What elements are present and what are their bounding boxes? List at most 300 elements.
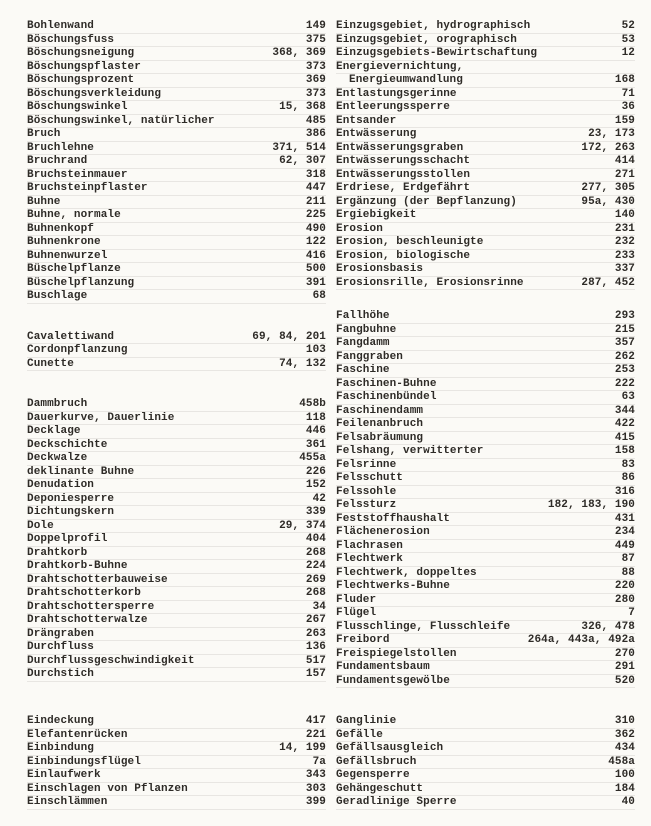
entry-pages: 122 xyxy=(305,236,326,248)
entry-term: Eindeckung xyxy=(27,715,95,728)
entry-term: Durchstich xyxy=(27,668,95,680)
index-entry xyxy=(336,486,635,500)
entry-pages: 7 xyxy=(628,607,635,620)
entry-term: Einlaufwerk xyxy=(27,769,101,782)
entry-pages: 158 xyxy=(614,445,635,458)
entry-pages: 103 xyxy=(305,344,326,356)
entry-term: Böschungsneigung xyxy=(27,47,135,59)
entry-pages: 226 xyxy=(305,465,326,478)
index-entry xyxy=(336,621,635,635)
entry-pages: 417 xyxy=(305,715,326,728)
entry-pages: 344 xyxy=(614,404,635,417)
entry-pages: 316 xyxy=(614,485,635,498)
index-entry xyxy=(336,128,635,142)
entry-term: Bruchlehne xyxy=(27,141,95,154)
entry-pages: 414 xyxy=(614,155,635,167)
entry-term: Durchfluss xyxy=(27,641,95,653)
index-entry xyxy=(336,155,635,169)
entry-pages: 232 xyxy=(614,236,635,248)
entry-term: Felsabräumung xyxy=(336,431,424,444)
index-entry xyxy=(27,506,326,520)
index-entry xyxy=(336,142,635,156)
entry-term: Ganglinie xyxy=(336,715,397,728)
index-entry xyxy=(27,101,326,115)
entry-pages: 86 xyxy=(621,472,635,485)
entry-pages: 262 xyxy=(614,350,635,363)
entry-pages: 157 xyxy=(305,668,326,680)
index-entry xyxy=(27,155,326,169)
index-entry xyxy=(336,182,635,196)
entry-term: Fundamentsgewölbe xyxy=(336,674,450,687)
entry-pages: 23, 173 xyxy=(588,128,635,140)
entry-pages: 449 xyxy=(614,539,635,552)
index-group-g xyxy=(336,715,635,810)
entry-term: Drängraben xyxy=(27,627,95,640)
index-entry xyxy=(27,742,326,756)
index-column-left xyxy=(27,20,326,810)
index-entry xyxy=(336,540,635,554)
index-entry xyxy=(27,479,326,493)
index-entry xyxy=(27,560,326,574)
index-entry xyxy=(27,439,326,453)
index-entry xyxy=(336,472,635,486)
entry-pages: 368, 369 xyxy=(272,47,326,59)
index-entry xyxy=(27,729,326,743)
index-entry xyxy=(336,648,635,662)
entry-pages: 225 xyxy=(305,209,326,221)
entry-term: Gegensperre xyxy=(336,769,410,782)
entry-term: Faschinenbündel xyxy=(336,391,437,404)
index-entry xyxy=(336,553,635,567)
entry-term: Durchflussgeschwindigkeit xyxy=(27,654,195,667)
entry-pages: 63 xyxy=(621,391,635,404)
entry-term: Faschinen-Buhne xyxy=(336,377,437,390)
entry-pages: 357 xyxy=(614,337,635,350)
index-entry xyxy=(27,20,326,34)
entry-term: Faschinendamm xyxy=(336,404,424,417)
entry-pages: 87 xyxy=(621,553,635,566)
entry-pages: 42 xyxy=(312,492,326,505)
entry-term: Dauerkurve, Dauerlinie xyxy=(27,411,175,424)
entry-pages: 291 xyxy=(614,661,635,674)
entry-term: Drahtschottersperre xyxy=(27,600,155,613)
index-entry xyxy=(27,533,326,547)
entry-pages: 373 xyxy=(305,87,326,100)
entry-pages: 69, 84, 201 xyxy=(252,330,326,343)
entry-pages: 280 xyxy=(614,593,635,606)
entry-pages: 458b xyxy=(299,398,326,410)
entry-term: Entwässerungsschacht xyxy=(336,155,471,167)
entry-term: Buhnenwurzel xyxy=(27,249,108,262)
entry-pages: 268 xyxy=(305,587,326,599)
entry-pages: 184 xyxy=(614,782,635,795)
entry-term: Buschlage xyxy=(27,290,88,302)
entry-pages: 434 xyxy=(614,742,635,755)
index-entry xyxy=(336,796,635,810)
entry-pages: 12 xyxy=(621,47,635,59)
index-entry xyxy=(336,607,635,621)
entry-term: Bruchsteinpflaster xyxy=(27,182,148,194)
index-entry xyxy=(27,425,326,439)
entry-term: Flügel xyxy=(336,607,377,620)
index-entry xyxy=(27,796,326,810)
entry-term: Deckwalze xyxy=(27,452,88,464)
index-entry xyxy=(336,223,635,237)
index-entry xyxy=(336,378,635,392)
index-entry xyxy=(336,74,635,88)
entry-pages: 68 xyxy=(312,290,326,302)
index-entry xyxy=(336,88,635,102)
entry-pages: 371, 514 xyxy=(272,141,326,154)
entry-pages: 268 xyxy=(305,546,326,559)
entry-pages: 221 xyxy=(305,728,326,741)
index-entry xyxy=(27,358,326,372)
entry-pages: 95a, 430 xyxy=(581,195,635,208)
index-entry xyxy=(27,196,326,210)
entry-term: Entwässerung xyxy=(336,128,417,140)
index-entry xyxy=(336,364,635,378)
index-entry xyxy=(27,47,326,61)
index-entry xyxy=(27,182,326,196)
entry-pages: 159 xyxy=(614,114,635,127)
entry-term: Erosionsbasis xyxy=(336,263,424,275)
index-entry xyxy=(27,614,326,628)
index-entry xyxy=(27,520,326,534)
entry-term: Entlastungsgerinne xyxy=(336,87,457,100)
entry-term: Bruchrand xyxy=(27,155,88,167)
index-entry xyxy=(336,169,635,183)
entry-pages: 318 xyxy=(305,168,326,181)
index-entry xyxy=(336,47,635,61)
entry-term: Entsander xyxy=(336,114,397,127)
entry-term: Büschelpflanze xyxy=(27,263,121,275)
index-entry xyxy=(336,661,635,675)
index-entry xyxy=(336,209,635,223)
entry-term: Erosion, beschleunigte xyxy=(336,236,484,248)
entry-term: Ergänzung (der Bepflanzung) xyxy=(336,195,517,208)
entry-term: Gefällsbruch xyxy=(336,755,417,768)
index-entry xyxy=(336,250,635,264)
index-entry xyxy=(27,783,326,797)
index-entry xyxy=(27,169,326,183)
entry-term: Fundamentsbaum xyxy=(336,661,430,674)
entry-pages: 267 xyxy=(305,614,326,626)
index-entry xyxy=(336,715,635,729)
entry-term: Decklage xyxy=(27,425,81,437)
entry-pages: 303 xyxy=(305,782,326,795)
index-entry xyxy=(336,513,635,527)
entry-pages: 270 xyxy=(614,647,635,660)
entry-pages: 369 xyxy=(305,74,326,86)
entry-term: Doppelprofil xyxy=(27,533,108,545)
entry-term: Böschungswinkel, natürlicher xyxy=(27,114,215,127)
entry-pages: 431 xyxy=(614,512,635,525)
entry-pages: 446 xyxy=(305,425,326,437)
entry-term: Felsrinne xyxy=(336,458,397,471)
entry-pages: 455a xyxy=(299,452,326,464)
index-columns xyxy=(27,20,635,810)
index-entry xyxy=(27,61,326,75)
entry-term: Deckschichte xyxy=(27,438,108,451)
entry-term: Büschelpflanzung xyxy=(27,276,135,289)
entry-term: Elefantenrücken xyxy=(27,728,128,741)
entry-term: Böschungswinkel xyxy=(27,101,128,113)
index-entry xyxy=(27,628,326,642)
entry-pages: 485 xyxy=(305,114,326,127)
entry-term: Fluder xyxy=(336,593,377,606)
index-entry xyxy=(336,499,635,513)
index-entry xyxy=(336,756,635,770)
entry-pages: 71 xyxy=(621,87,635,100)
index-entry xyxy=(336,729,635,743)
entry-term: Faschine xyxy=(336,364,390,377)
index-entry xyxy=(27,412,326,426)
index-entry xyxy=(27,236,326,250)
entry-pages: 172, 263 xyxy=(581,141,635,154)
entry-term: Einzugsgebiet, hydrographisch xyxy=(336,20,531,32)
index-entry xyxy=(336,61,635,75)
entry-pages: 118 xyxy=(305,411,326,424)
entry-pages: 36 xyxy=(621,101,635,113)
index-entry xyxy=(336,263,635,277)
entry-term: Felsschutt xyxy=(336,472,404,485)
entry-term: Cunette xyxy=(27,357,74,370)
entry-pages: 52 xyxy=(621,20,635,32)
index-entry xyxy=(27,331,326,345)
entry-term: Entwässerungsgraben xyxy=(336,141,464,154)
entry-term: Fangbuhne xyxy=(336,323,397,336)
entry-pages: 287, 452 xyxy=(581,276,635,289)
entry-term: Denudation xyxy=(27,479,95,491)
index-entry xyxy=(336,236,635,250)
entry-term: Feststoffhaushalt xyxy=(336,512,450,525)
entry-term: Ergiebigkeit xyxy=(336,209,417,221)
entry-term: Gehängeschutt xyxy=(336,782,424,795)
entry-pages: 100 xyxy=(614,769,635,782)
entry-term: Bruch xyxy=(27,128,61,140)
entry-term: Flächenerosion xyxy=(336,526,430,539)
entry-pages: 415 xyxy=(614,431,635,444)
entry-term: Freispiegelstollen xyxy=(336,647,457,660)
entry-pages: 149 xyxy=(305,20,326,32)
entry-pages: 391 xyxy=(305,276,326,289)
entry-pages: 293 xyxy=(614,310,635,323)
entry-term: Dole xyxy=(27,519,54,532)
index-entry xyxy=(336,783,635,797)
entry-term: Feilenanbruch xyxy=(336,418,424,431)
entry-term: Drahtschotterbauweise xyxy=(27,573,168,586)
entry-term: Freibord xyxy=(336,634,390,647)
entry-term: Fanggraben xyxy=(336,350,404,363)
entry-term: Böschungsprozent xyxy=(27,74,135,86)
entry-term: Dichtungskern xyxy=(27,506,115,518)
entry-term: Buhnenkrone xyxy=(27,236,101,248)
entry-pages: 264a, 443a, 492a xyxy=(527,634,635,647)
entry-pages: 458a xyxy=(608,755,635,768)
index-entry xyxy=(336,418,635,432)
index-entry xyxy=(336,101,635,115)
index-entry xyxy=(336,567,635,581)
index-entry xyxy=(27,250,326,264)
entry-term: Erosion, biologische xyxy=(336,249,471,262)
index-entry xyxy=(336,196,635,210)
index-entry xyxy=(27,466,326,480)
index-entry xyxy=(336,742,635,756)
index-entry xyxy=(336,34,635,48)
entry-pages: 7a xyxy=(312,755,326,768)
index-entry xyxy=(27,493,326,507)
index-entry xyxy=(336,115,635,129)
entry-pages: 234 xyxy=(614,526,635,539)
index-entry xyxy=(27,769,326,783)
entry-pages: 233 xyxy=(614,249,635,262)
entry-term: Energievernichtung, xyxy=(336,60,464,73)
index-group-c xyxy=(27,331,326,372)
entry-pages: 404 xyxy=(305,533,326,545)
entry-pages: 399 xyxy=(305,796,326,809)
entry-pages: 386 xyxy=(305,128,326,140)
entry-term: Erosionsrille, Erosionsrinne xyxy=(336,276,524,289)
entry-term: Einbindungsflügel xyxy=(27,755,141,768)
entry-term: Einzugsgebiets-Bewirtschaftung xyxy=(336,47,538,59)
index-entry xyxy=(27,655,326,669)
index-column-right xyxy=(336,20,635,810)
entry-pages: 136 xyxy=(305,641,326,653)
entry-pages: 500 xyxy=(305,263,326,275)
entry-pages: 88 xyxy=(621,566,635,579)
index-entry xyxy=(336,675,635,689)
entry-pages: 220 xyxy=(614,580,635,593)
entry-term: Fallhöhe xyxy=(336,310,390,323)
entry-pages: 343 xyxy=(305,769,326,782)
index-entry xyxy=(336,634,635,648)
entry-pages: 215 xyxy=(614,323,635,336)
index-entry xyxy=(336,351,635,365)
entry-pages: 231 xyxy=(614,222,635,235)
index-entry xyxy=(336,459,635,473)
entry-pages: 14, 199 xyxy=(279,742,326,755)
index-entry xyxy=(27,452,326,466)
entry-pages: 62, 307 xyxy=(279,155,326,167)
index-entry xyxy=(336,405,635,419)
entry-pages: 140 xyxy=(614,209,635,221)
entry-pages: 152 xyxy=(305,479,326,491)
entry-pages: 34 xyxy=(312,600,326,613)
index-entry xyxy=(336,769,635,783)
index-entry xyxy=(27,668,326,682)
entry-term: Einschlämmen xyxy=(27,796,108,809)
entry-term: Entwässerungsstollen xyxy=(336,168,471,181)
entry-pages: 375 xyxy=(305,33,326,46)
index-entry xyxy=(27,641,326,655)
entry-pages: 337 xyxy=(614,263,635,275)
index-entry xyxy=(27,574,326,588)
entry-pages: 277, 305 xyxy=(581,182,635,194)
entry-pages: 517 xyxy=(305,654,326,667)
entry-term: Felshang, verwitterter xyxy=(336,445,484,458)
index-entry xyxy=(336,277,635,291)
entry-term: Drahtschotterkorb xyxy=(27,587,141,599)
index-entry xyxy=(336,337,635,351)
entry-term: Einzugsgebiet, orographisch xyxy=(336,33,517,46)
index-entry xyxy=(27,115,326,129)
entry-pages: 416 xyxy=(305,249,326,262)
entry-pages: 271 xyxy=(614,168,635,181)
index-entry xyxy=(336,445,635,459)
entry-pages: 211 xyxy=(305,195,326,208)
entry-pages: 83 xyxy=(621,458,635,471)
index-entry xyxy=(27,34,326,48)
index-entry xyxy=(27,142,326,156)
index-entry xyxy=(336,391,635,405)
index-group-e xyxy=(27,715,326,810)
entry-term: Einschlagen von Pflanzen xyxy=(27,782,188,795)
entry-term: Bohlenwand xyxy=(27,20,95,32)
entry-pages: 74, 132 xyxy=(279,357,326,370)
entry-term: Böschungspflaster xyxy=(27,60,141,73)
index-entry xyxy=(27,601,326,615)
entry-pages: 29, 374 xyxy=(279,519,326,532)
index-entry xyxy=(336,20,635,34)
entry-term: Bruchsteinmauer xyxy=(27,168,128,181)
index-entry xyxy=(27,74,326,88)
entry-term: Cordonpflanzung xyxy=(27,344,128,356)
entry-pages: 361 xyxy=(305,438,326,451)
entry-pages: 362 xyxy=(614,728,635,741)
entry-term: Deponiesperre xyxy=(27,492,115,505)
entry-term: Flechtwerk, doppeltes xyxy=(336,566,477,579)
entry-term: Geradlinige Sperre xyxy=(336,796,457,809)
index-group-e xyxy=(336,20,635,290)
index-entry xyxy=(336,594,635,608)
entry-term: Buhne, normale xyxy=(27,209,121,221)
entry-term: Cavalettiwand xyxy=(27,330,115,343)
index-entry xyxy=(27,277,326,291)
entry-term: Dammbruch xyxy=(27,398,88,410)
index-entry xyxy=(27,290,326,304)
entry-pages: 15, 368 xyxy=(279,101,326,113)
entry-term: Gefälle xyxy=(336,728,383,741)
entry-term: Felssturz xyxy=(336,499,397,512)
index-entry xyxy=(336,324,635,338)
entry-term: Flusschlinge, Flusschleife xyxy=(336,620,511,633)
entry-term: Einbindung xyxy=(27,742,95,755)
entry-term: Felssohle xyxy=(336,485,397,498)
index-group-b xyxy=(27,20,326,304)
entry-term: Energieumwandlung xyxy=(349,74,463,86)
index-entry xyxy=(27,344,326,358)
entry-term: Böschungsfuss xyxy=(27,33,115,46)
entry-term: Böschungsverkleidung xyxy=(27,87,162,100)
entry-pages: 182, 183, 190 xyxy=(547,499,635,512)
index-entry xyxy=(336,310,635,324)
index-entry xyxy=(27,263,326,277)
entry-pages: 520 xyxy=(614,674,635,687)
entry-pages: 253 xyxy=(614,364,635,377)
entry-term: deklinante Buhne xyxy=(27,465,135,478)
index-entry xyxy=(27,128,326,142)
index-entry xyxy=(336,432,635,446)
index-group-d xyxy=(27,398,326,682)
entry-term: Entleerungssperre xyxy=(336,101,450,113)
entry-pages: 422 xyxy=(614,418,635,431)
entry-term: Gefällsausgleich xyxy=(336,742,444,755)
entry-pages: 224 xyxy=(305,560,326,572)
index-entry xyxy=(336,580,635,594)
index-entry xyxy=(27,587,326,601)
index-entry xyxy=(27,209,326,223)
entry-pages: 269 xyxy=(305,573,326,586)
